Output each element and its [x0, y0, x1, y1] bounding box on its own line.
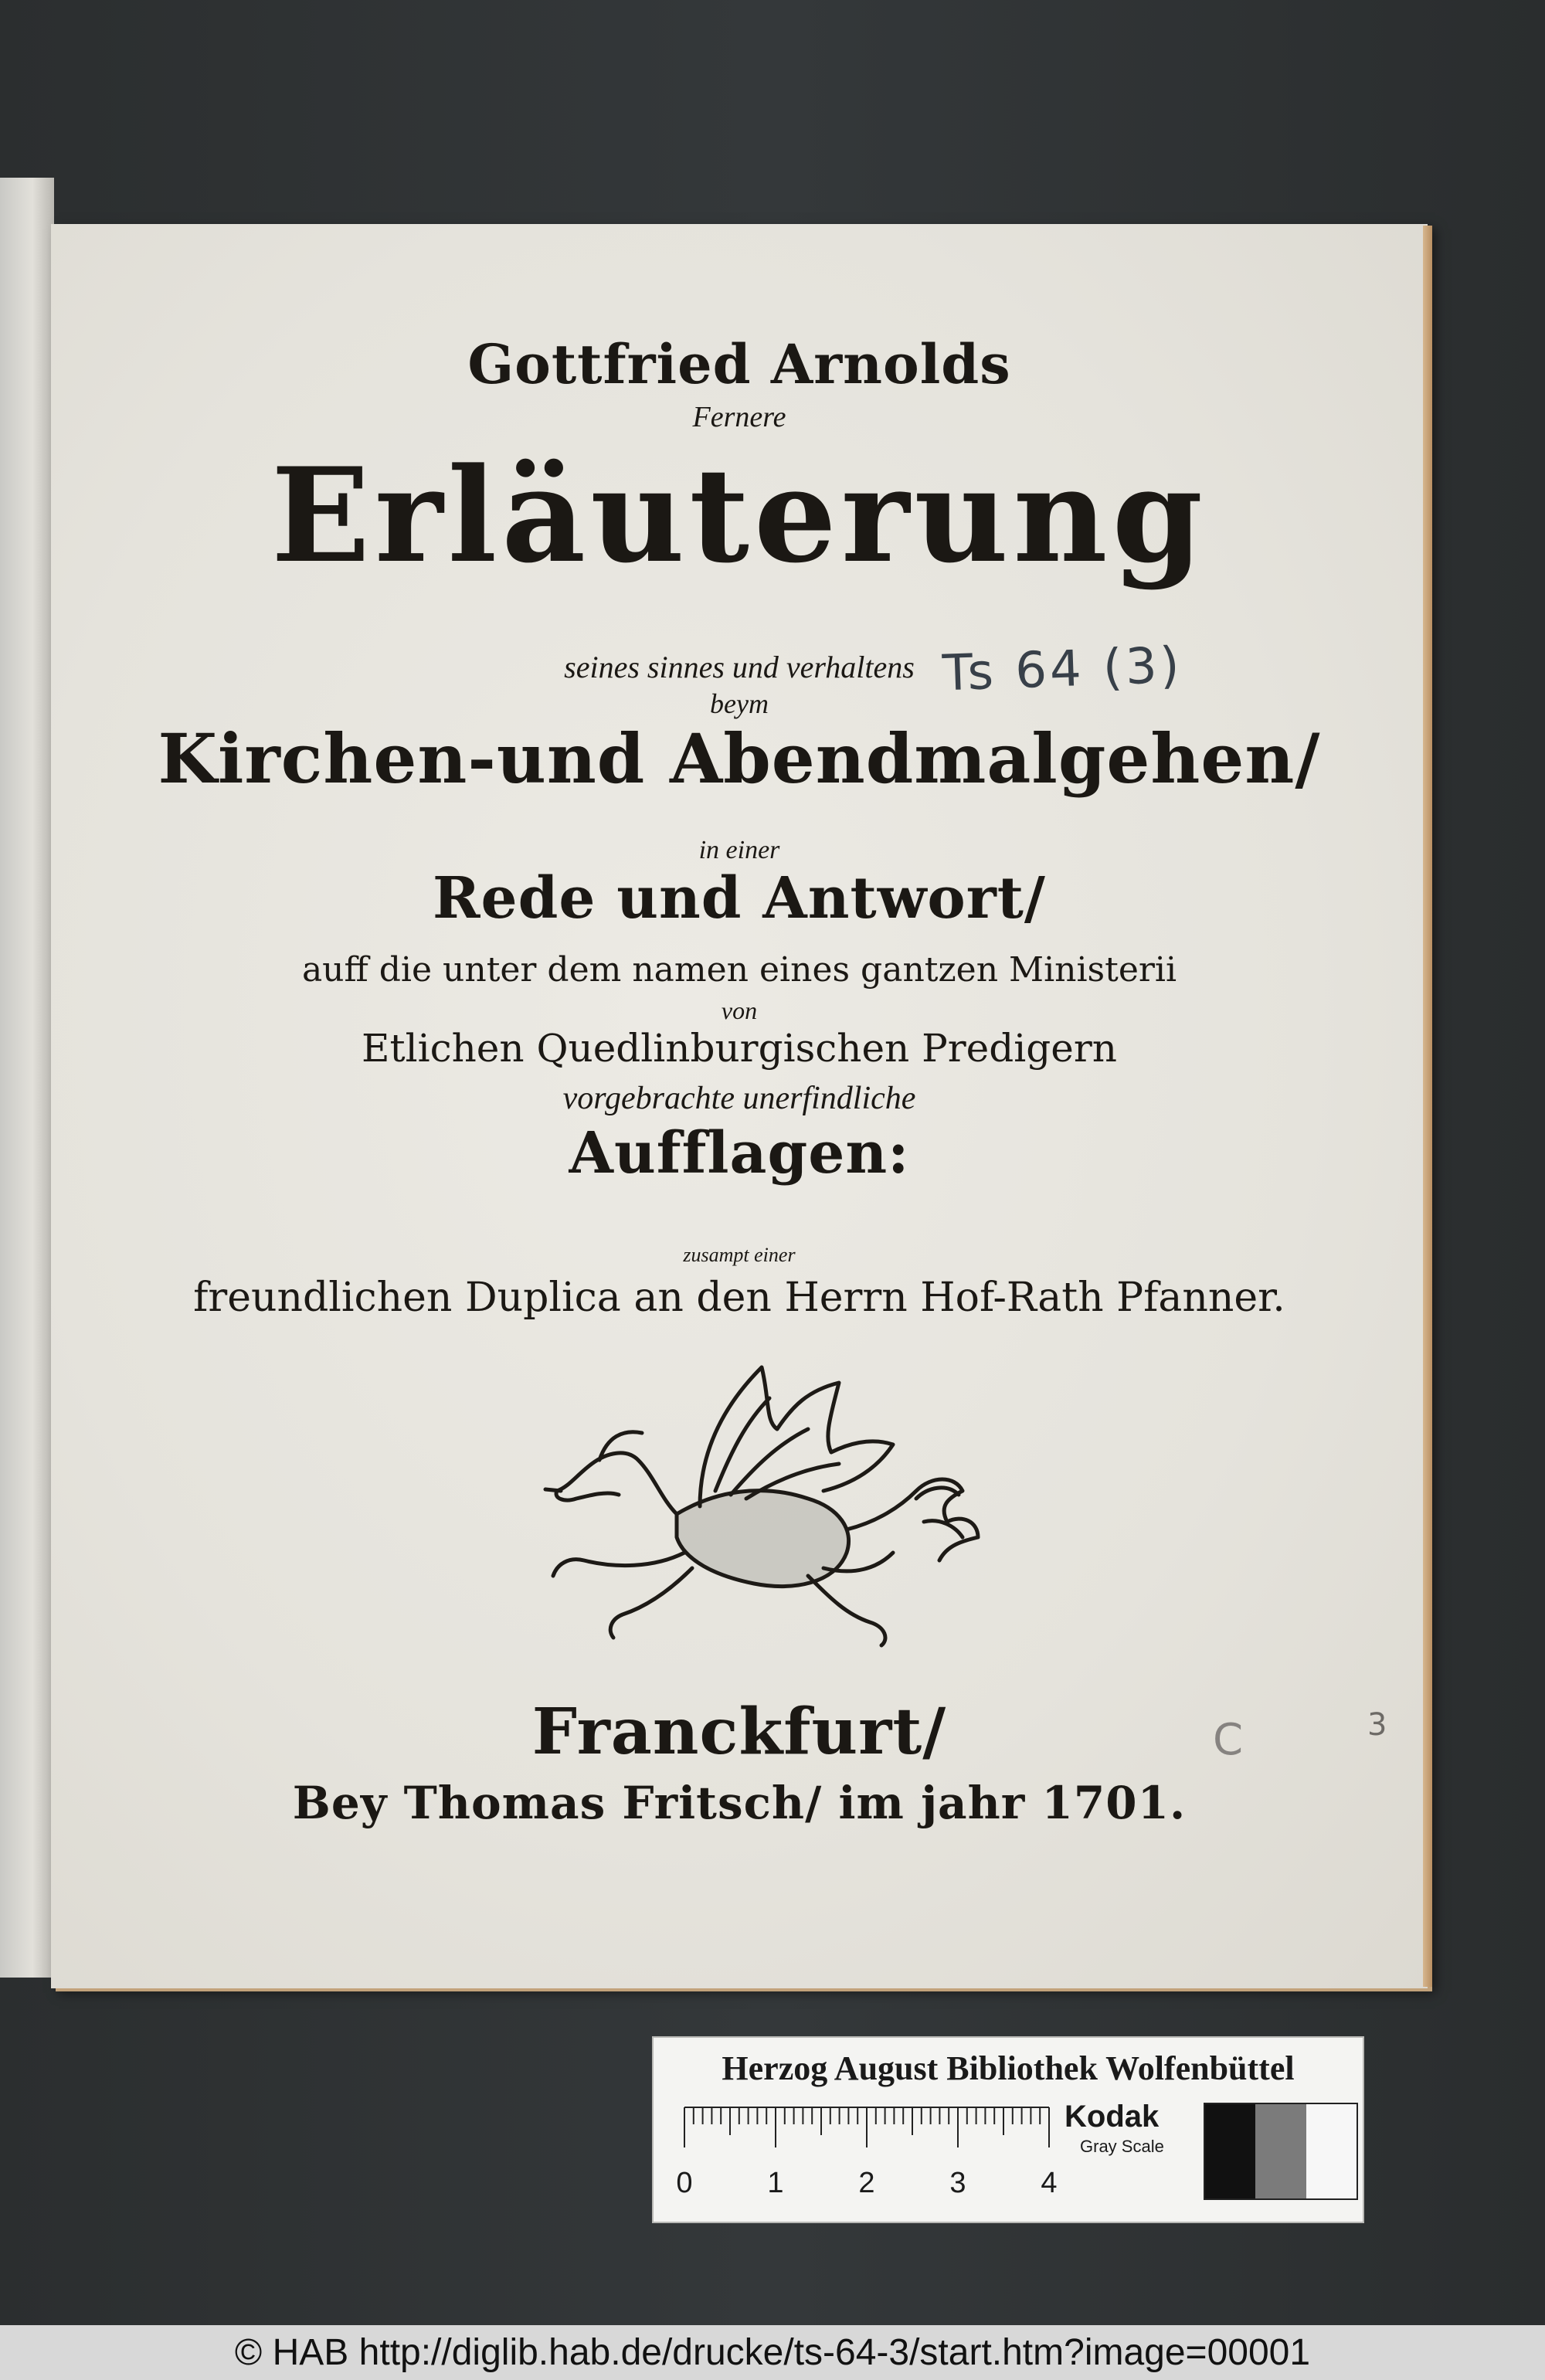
fernere-line: Fernere	[692, 401, 786, 433]
freundlichen-line: freundlichen Duplica an den Herrn Hof-Rath Pfanner.	[193, 1275, 1285, 1321]
ruler-label: 3	[949, 2167, 966, 2199]
shelfmark-annotation: Ts 64 (3)	[941, 637, 1183, 703]
kirchen-line: Kirchen-und Abendmalgehen/	[158, 718, 1321, 799]
auff-line: auff die unter dem namen eines gantzen Ministerii	[301, 950, 1177, 990]
seines-line: seines sinnes und verhaltens	[564, 650, 915, 684]
ruler-label: 1	[767, 2167, 784, 2199]
swatch-black	[1205, 2104, 1255, 2198]
ruler	[669, 2100, 1071, 2215]
copyright-footer: © HAB http://diglib.hab.de/drucke/ts-64-3/start.htm?image=00001	[0, 2325, 1545, 2380]
ruler-label: 0	[676, 2167, 693, 2199]
previous-leaf-edge	[0, 178, 54, 1978]
in-einer-line: in einer	[698, 836, 780, 864]
zusampt-line: zusampt einer	[683, 1244, 796, 1266]
page-edge	[1423, 226, 1432, 1987]
page-number: 3	[1367, 1707, 1387, 1743]
etlichen-line: Etlichen Quedlinburgischen Predigern	[362, 1026, 1117, 1071]
vorgebracht-line: vorgebrachte unerfindliche	[562, 1081, 916, 1116]
scale-card	[652, 2036, 1364, 2223]
pencil-mark: C	[1213, 1715, 1244, 1765]
gray-scale-label: Gray Scale	[1080, 2137, 1164, 2156]
rede-line: Rede und Antwort/	[433, 865, 1046, 932]
imprint-line: Bey Thomas Fritsch/ im jahr 1701.	[292, 1777, 1187, 1829]
swatch-gray	[1255, 2104, 1306, 2198]
place-line: Franckfurt/	[531, 1695, 947, 1769]
author-line: Gottfried Arnolds	[467, 332, 1011, 396]
aufflagen-line: Aufflagen:	[569, 1120, 910, 1187]
von-line: von	[721, 996, 758, 1024]
pegasus-woodcut-icon	[484, 1336, 993, 1669]
main-title: Erläuterung	[270, 439, 1208, 592]
institution-name: Herzog August Bibliothek Wolfenbüttel	[722, 2049, 1295, 2087]
gray-swatches	[1204, 2103, 1358, 2200]
kodak-logo: Kodak	[1065, 2100, 1160, 2134]
ruler-label: 2	[858, 2167, 875, 2199]
ruler-label: 4	[1041, 2167, 1058, 2199]
swatch-white	[1306, 2104, 1357, 2198]
beym-line: beym	[710, 688, 769, 719]
